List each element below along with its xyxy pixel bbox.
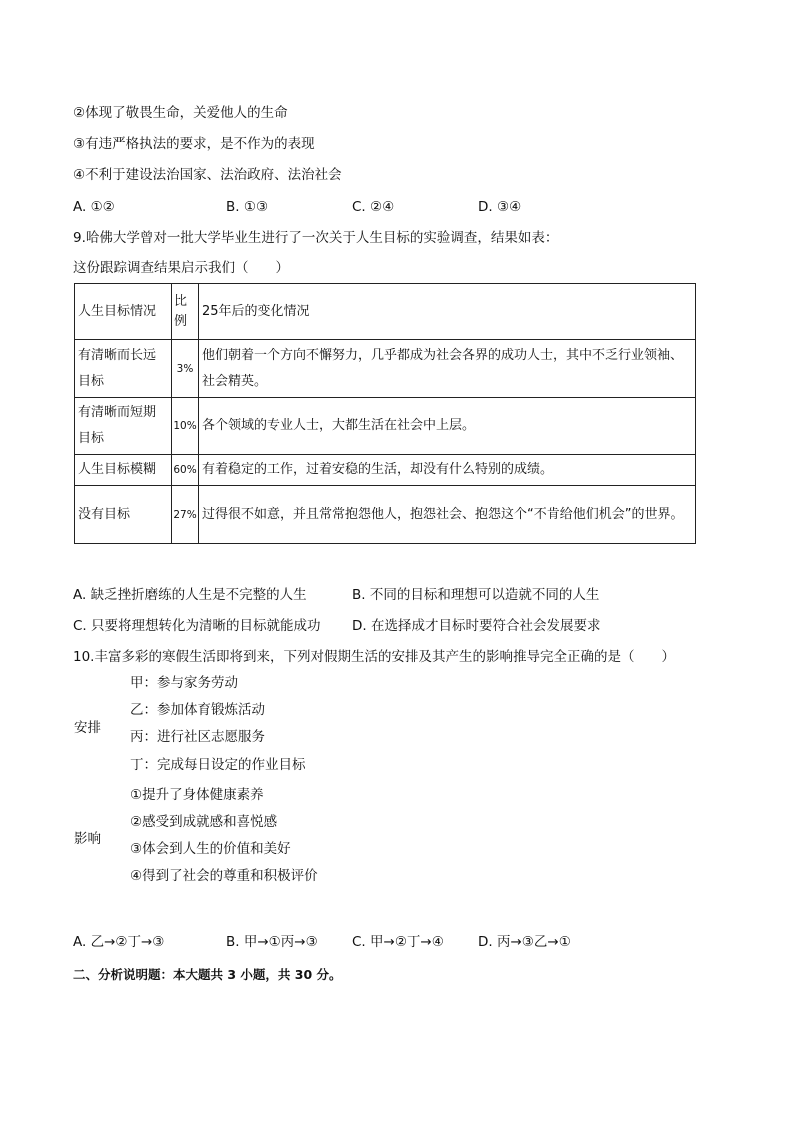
table-row xyxy=(75,486,696,544)
impact-item: ①提升了身体健康素养 xyxy=(130,787,264,803)
impact-label: 影响 xyxy=(74,831,101,847)
q8-item-4: ④不利于建设法治国家、法治政府、法治社会 xyxy=(73,167,342,183)
table-cell-ratio: 3% xyxy=(172,340,199,398)
arrangement-item: 乙：参加体育锻炼活动 xyxy=(130,702,265,718)
impact-item: ④得到了社会的尊重和积极评价 xyxy=(130,868,318,884)
table-cell-goal: 没有目标 xyxy=(75,486,172,544)
table-cell-change: 有着稳定的工作，过着安稳的生活，却没有什么特别的成绩。 xyxy=(199,455,696,486)
table-header-row xyxy=(75,284,696,340)
q10-option-a: A. 乙→②丁→③ xyxy=(73,934,165,950)
impact-item: ②感受到成就感和喜悦感 xyxy=(130,814,278,830)
q8-option-c: C. ②④ xyxy=(352,199,395,215)
q10-option-c: C. 甲→②丁→④ xyxy=(352,934,444,950)
q9-stem: 9.哈佛大学曾对一批大学毕业生进行了一次关于人生目标的实验调查，结果如表： xyxy=(73,230,559,246)
table-row xyxy=(75,340,696,398)
q9-option-c: C. 只要将理想转化为清晰的目标就能成功 xyxy=(73,618,321,634)
table-cell-ratio: 10% xyxy=(172,398,199,455)
arrangement-item: 甲：参与家务劳动 xyxy=(130,675,238,691)
q9-option-b: B. 不同的目标和理想可以造就不同的人生 xyxy=(352,587,600,603)
q9-stem-prompt: 这份跟踪调查结果启示我们（ ） xyxy=(73,260,289,276)
q9-option-a: A. 缺乏挫折磨练的人生是不完整的人生 xyxy=(73,587,307,603)
survey-table xyxy=(74,283,696,544)
q10-stem: 10.丰富多彩的寒假生活即将到来，下列对假期生活的安排及其产生的影响推导完全正确的是（ ） xyxy=(73,649,675,665)
table-cell-ratio: 27% xyxy=(172,486,199,544)
table-row xyxy=(75,455,696,486)
q8-option-a: A. ①② xyxy=(73,199,115,215)
table-cell-goal: 有清晰而短期目标 xyxy=(75,398,172,455)
table-cell-goal: 人生目标模糊 xyxy=(75,455,172,486)
table-cell-change: 各个领域的专业人士，大都生活在社会中上层。 xyxy=(199,398,696,455)
table-header-goal: 人生目标情况 xyxy=(75,284,172,340)
table-cell-change: 过得很不如意，并且常常抱怨他人，抱怨社会、抱怨这个“不肯给他们机会”的世界。 xyxy=(199,486,696,544)
table-cell-ratio: 60% xyxy=(172,455,199,486)
q8-option-b: B. ①③ xyxy=(226,199,269,215)
q10-option-b: B. 甲→①丙→③ xyxy=(226,934,318,950)
table-row xyxy=(75,398,696,455)
q8-item-3: ③有违严格执法的要求，是不作为的表现 xyxy=(73,136,315,152)
q10-option-d: D. 丙→③乙→① xyxy=(478,934,571,950)
table-cell-goal: 有清晰而长远目标 xyxy=(75,340,172,398)
section-heading: 二、分析说明题：本大题共 3 小题，共 30 分。 xyxy=(73,967,342,982)
arrangement-item: 丁：完成每日设定的作业目标 xyxy=(130,757,306,773)
q8-item-2: ②体现了敬畏生命，关爱他人的生命 xyxy=(73,105,288,121)
arrangement-label: 安排 xyxy=(74,720,101,736)
table-header-change: 25年后的变化情况 xyxy=(199,284,696,340)
table-cell-change: 他们朝着一个方向不懈努力，几乎都成为社会各界的成功人士，其中不乏行业领袖、社会精英。 xyxy=(199,340,696,398)
table-header-ratio: 比例 xyxy=(172,284,199,340)
arrangement-item: 丙：进行社区志愿服务 xyxy=(130,729,265,745)
q9-option-d: D. 在选择成才目标时要符合社会发展要求 xyxy=(352,618,601,634)
q8-option-d: D. ③④ xyxy=(478,199,522,215)
impact-item: ③体会到人生的价值和美好 xyxy=(130,841,291,857)
